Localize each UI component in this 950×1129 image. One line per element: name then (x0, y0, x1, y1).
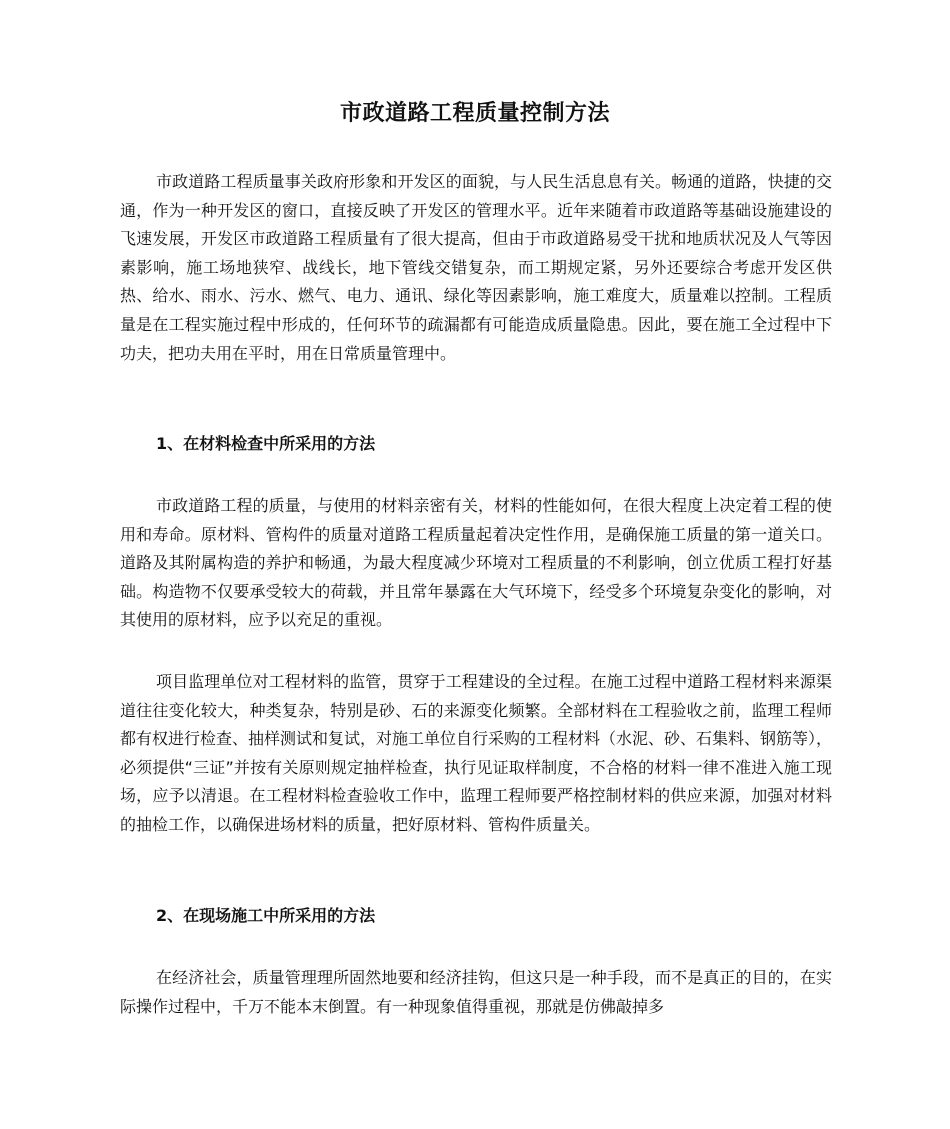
materials-paragraph-1: 市政道路工程的质量，与使用的材料亲密有关，材料的性能如何，在很大程度上决定着工程的使用和寿命。原材料、管构件的质量对道路工程质量起着决定性作用，是确保施工质量的第一道关口。道路及其附属构造的养护和畅通，为最大程度减少环境对工程质量的不利影响，创立优质工程打好基础。构造物不仅要承受较大的荷载，并且常年暴露在大气环境下，经受多个环境复杂变化的影响，对其使用的原材料，应予以充足的重视。 (120, 496, 832, 630)
intro-paragraph: 市政道路工程质量事关政府形象和开发区的面貌，与人民生活息息有关。畅通的道路，快捷的交通，作为一种开发区的窗口，直接反映了开发区的管理水平。近年来随着市政道路等基础设施建设的飞速发展，开发区市政道路工程质量有了很大提高，但由于市政道路易受干扰和地质状况及人气等因素影响，施工场地狭窄、战线长，地下管线交错复杂，而工期规定紧，另外还要综合考虑开发区供热、给水、雨水、污水、燃气、电力、通讯、绿化等因素影响，施工难度大，质量难以控制。工程质量是在工程实施过程中形成的，任何环节的疏漏都有可能造成质量隐患。因此，要在施工全过程中下功夫，把功夫用在平时，用在日常质量管理中。 (120, 172, 832, 363)
site-construction-paragraph: 在经济社会，质量管理理所固然地要和经济挂钩，但这只是一种手段，而不是真正的目的，在实际操作过程中，千万不能本末倒置。有一种现象值得重视，那就是仿佛敲掉多 (120, 968, 832, 1016)
section-heading-materials: 1、在材料检查中所采用的方法 (156, 434, 376, 453)
materials-paragraph-2: 项目监理单位对工程材料的监管，贯穿于工程建设的全过程。在施工过程中道路工程材料来源渠道往往变化较大，种类复杂，特别是砂、石的来源变化频繁。全部材料在工程验收之前，监理工程师都有权进行检查、抽样测试和复试，对施工单位自行采购的工程材料（水泥、砂、石集料、钢筋等），必须提供“三证”并按有关原则规定抽样检查，执行见证取样制度，不合格的材料一律不准进入施工现场，应予以清退。在工程材料检查验收工作中，监理工程师要严格控制材料的供应来源，加强对材料的抽检工作，以确保进场材料的质量，把好原材料、管构件质量关。 (120, 672, 833, 834)
document-title: 市政道路工程质量控制方法 (339, 101, 610, 126)
section-heading-site-construction: 2、在现场施工中所采用的方法 (156, 906, 376, 925)
